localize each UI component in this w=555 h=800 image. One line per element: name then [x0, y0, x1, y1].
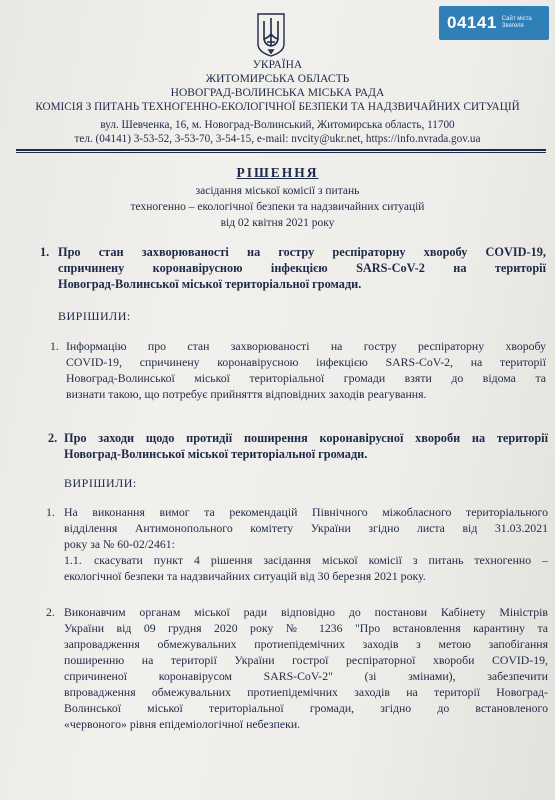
- section2-point1-line3: року за № 60-02/2461:: [64, 537, 175, 551]
- section2-resolved: ВИРІШИЛИ:: [64, 476, 137, 490]
- section2-subpoint-line1: скасувати пункт 4 рішення засідання міської комісії з питань техногенно –: [94, 553, 548, 567]
- section2-point2-line1: Виконавчим органам міської ради відповідно до постанови Кабінету Міністрів: [64, 605, 548, 619]
- decision-line3: від 02 квітня 2021 року: [220, 217, 335, 229]
- section1-point-line3: Новоград-Волинської міської територіальної громади взяти до відома та: [66, 371, 546, 385]
- trident-emblem-icon: [256, 12, 286, 58]
- section2-point1-line1: На виконання вимог та рекомендацій Північного міжобласного територіального: [64, 505, 548, 519]
- section1-heading-line2: спричинену коронавірусною інфекцією SARS-CoV-2 на території: [58, 261, 546, 275]
- badge-caption: [502, 16, 532, 30]
- section2-point2-line8: «червоного» рівня епідеміологічної небезпеки.: [64, 717, 301, 731]
- section1-point-line1: Інформацію про стан захворюваності на гостру респіраторну хворобу: [66, 339, 546, 353]
- section1-heading-line3: Новоград-Волинської міської територіальної громади.: [58, 277, 362, 291]
- section2-subpoint-number: 1.1.: [64, 553, 82, 567]
- section2-point1-number: 1.: [46, 505, 55, 519]
- section2-point2-line6: впровадження обмежувальних протиепідемічних заходів на території Новоград-: [64, 685, 548, 699]
- header-address: вул. Шевченка, 16, м. Новоград-Волинський, Житомирська область, 11700: [100, 119, 455, 131]
- section2-subpoint-line2: екологічної безпеки та надзвичайних ситуацій від 30 березня 2021 року.: [64, 569, 426, 583]
- section2-point2-line5: спричиненої коронавірусом SARS-CoV-2" (зі змінами), забезпечити: [64, 669, 548, 683]
- site-badge[interactable]: [439, 6, 549, 40]
- section1-point-line2: COVID-19, спричинену коронавірусною інфекцією SARS-CoV-2, на території: [66, 355, 546, 369]
- header-contacts: тел. (04141) 3-53-52, 3-53-70, 3-54-15, e-mail: nvcity@ukr.net, https://info.nvrada.gov.ua: [74, 133, 481, 145]
- section2-point1-line2: відділення Антимонопольного комітету України згідно листа від 31.03.2021: [64, 521, 548, 535]
- badge-number: 04141: [447, 13, 497, 32]
- section2-heading-line2: Новоград-Волинської міської територіальної громади.: [64, 447, 368, 461]
- header-council: НОВОГРАД-ВОЛИНСЬКА МІСЬКА РАДА: [170, 87, 385, 99]
- section2-point2-number: 2.: [46, 605, 55, 619]
- section2-point2-line3: запровадження обмежувальних протиепідемічних заходів з метою запобігання: [64, 637, 548, 651]
- section2-number: 2.: [48, 431, 58, 445]
- header-commission: КОМІСІЯ З ПИТАНЬ ТЕХНОГЕННО-ЕКОЛОГІЧНОЇ БЕЗПЕКИ ТА НАДЗВИЧАЙНИХ СИТУАЦІЙ: [35, 101, 520, 113]
- decision-line2: техногенно – екологічної безпеки та надзвичайних ситуацій: [130, 201, 425, 213]
- header-divider: [16, 149, 546, 151]
- section1-heading-line1: Про стан захворюваності на гостру респіраторну хворобу COVID-19,: [58, 245, 546, 259]
- decision-title: РІШЕННЯ: [236, 165, 319, 180]
- header-region: ЖИТОМИРСЬКА ОБЛАСТЬ: [205, 73, 350, 85]
- section1-point-line4: визнати такою, що потребує прийняття відповідних заходів реагування.: [66, 387, 427, 401]
- section1-point-number: 1.: [50, 339, 59, 353]
- decision-line1: засідання міської комісії з питань: [195, 185, 360, 197]
- section2-point2-line4: поширенню на території України гострої респіраторної хвороби COVID-19,: [64, 653, 548, 667]
- section2-point2-line7: Волинської міської територіальної громади, згідно до встановленого: [64, 701, 548, 715]
- header-divider-thin: [16, 152, 546, 153]
- section1-resolved: ВИРІШИЛИ:: [58, 309, 131, 323]
- header-country: УКРАЇНА: [252, 59, 303, 71]
- section1-number: 1.: [40, 245, 50, 259]
- section2-point2-line2: України від 09 грудня 2020 року № 1236 "Про встановлення карантину та: [64, 621, 548, 635]
- badge-caption-line2: Звягеля: [501, 23, 524, 29]
- badge-caption-line1: Сайт міста: [501, 16, 532, 22]
- section2-heading-line1: Про заходи щодо протидії поширення коронавірусної хвороби на території: [64, 431, 548, 445]
